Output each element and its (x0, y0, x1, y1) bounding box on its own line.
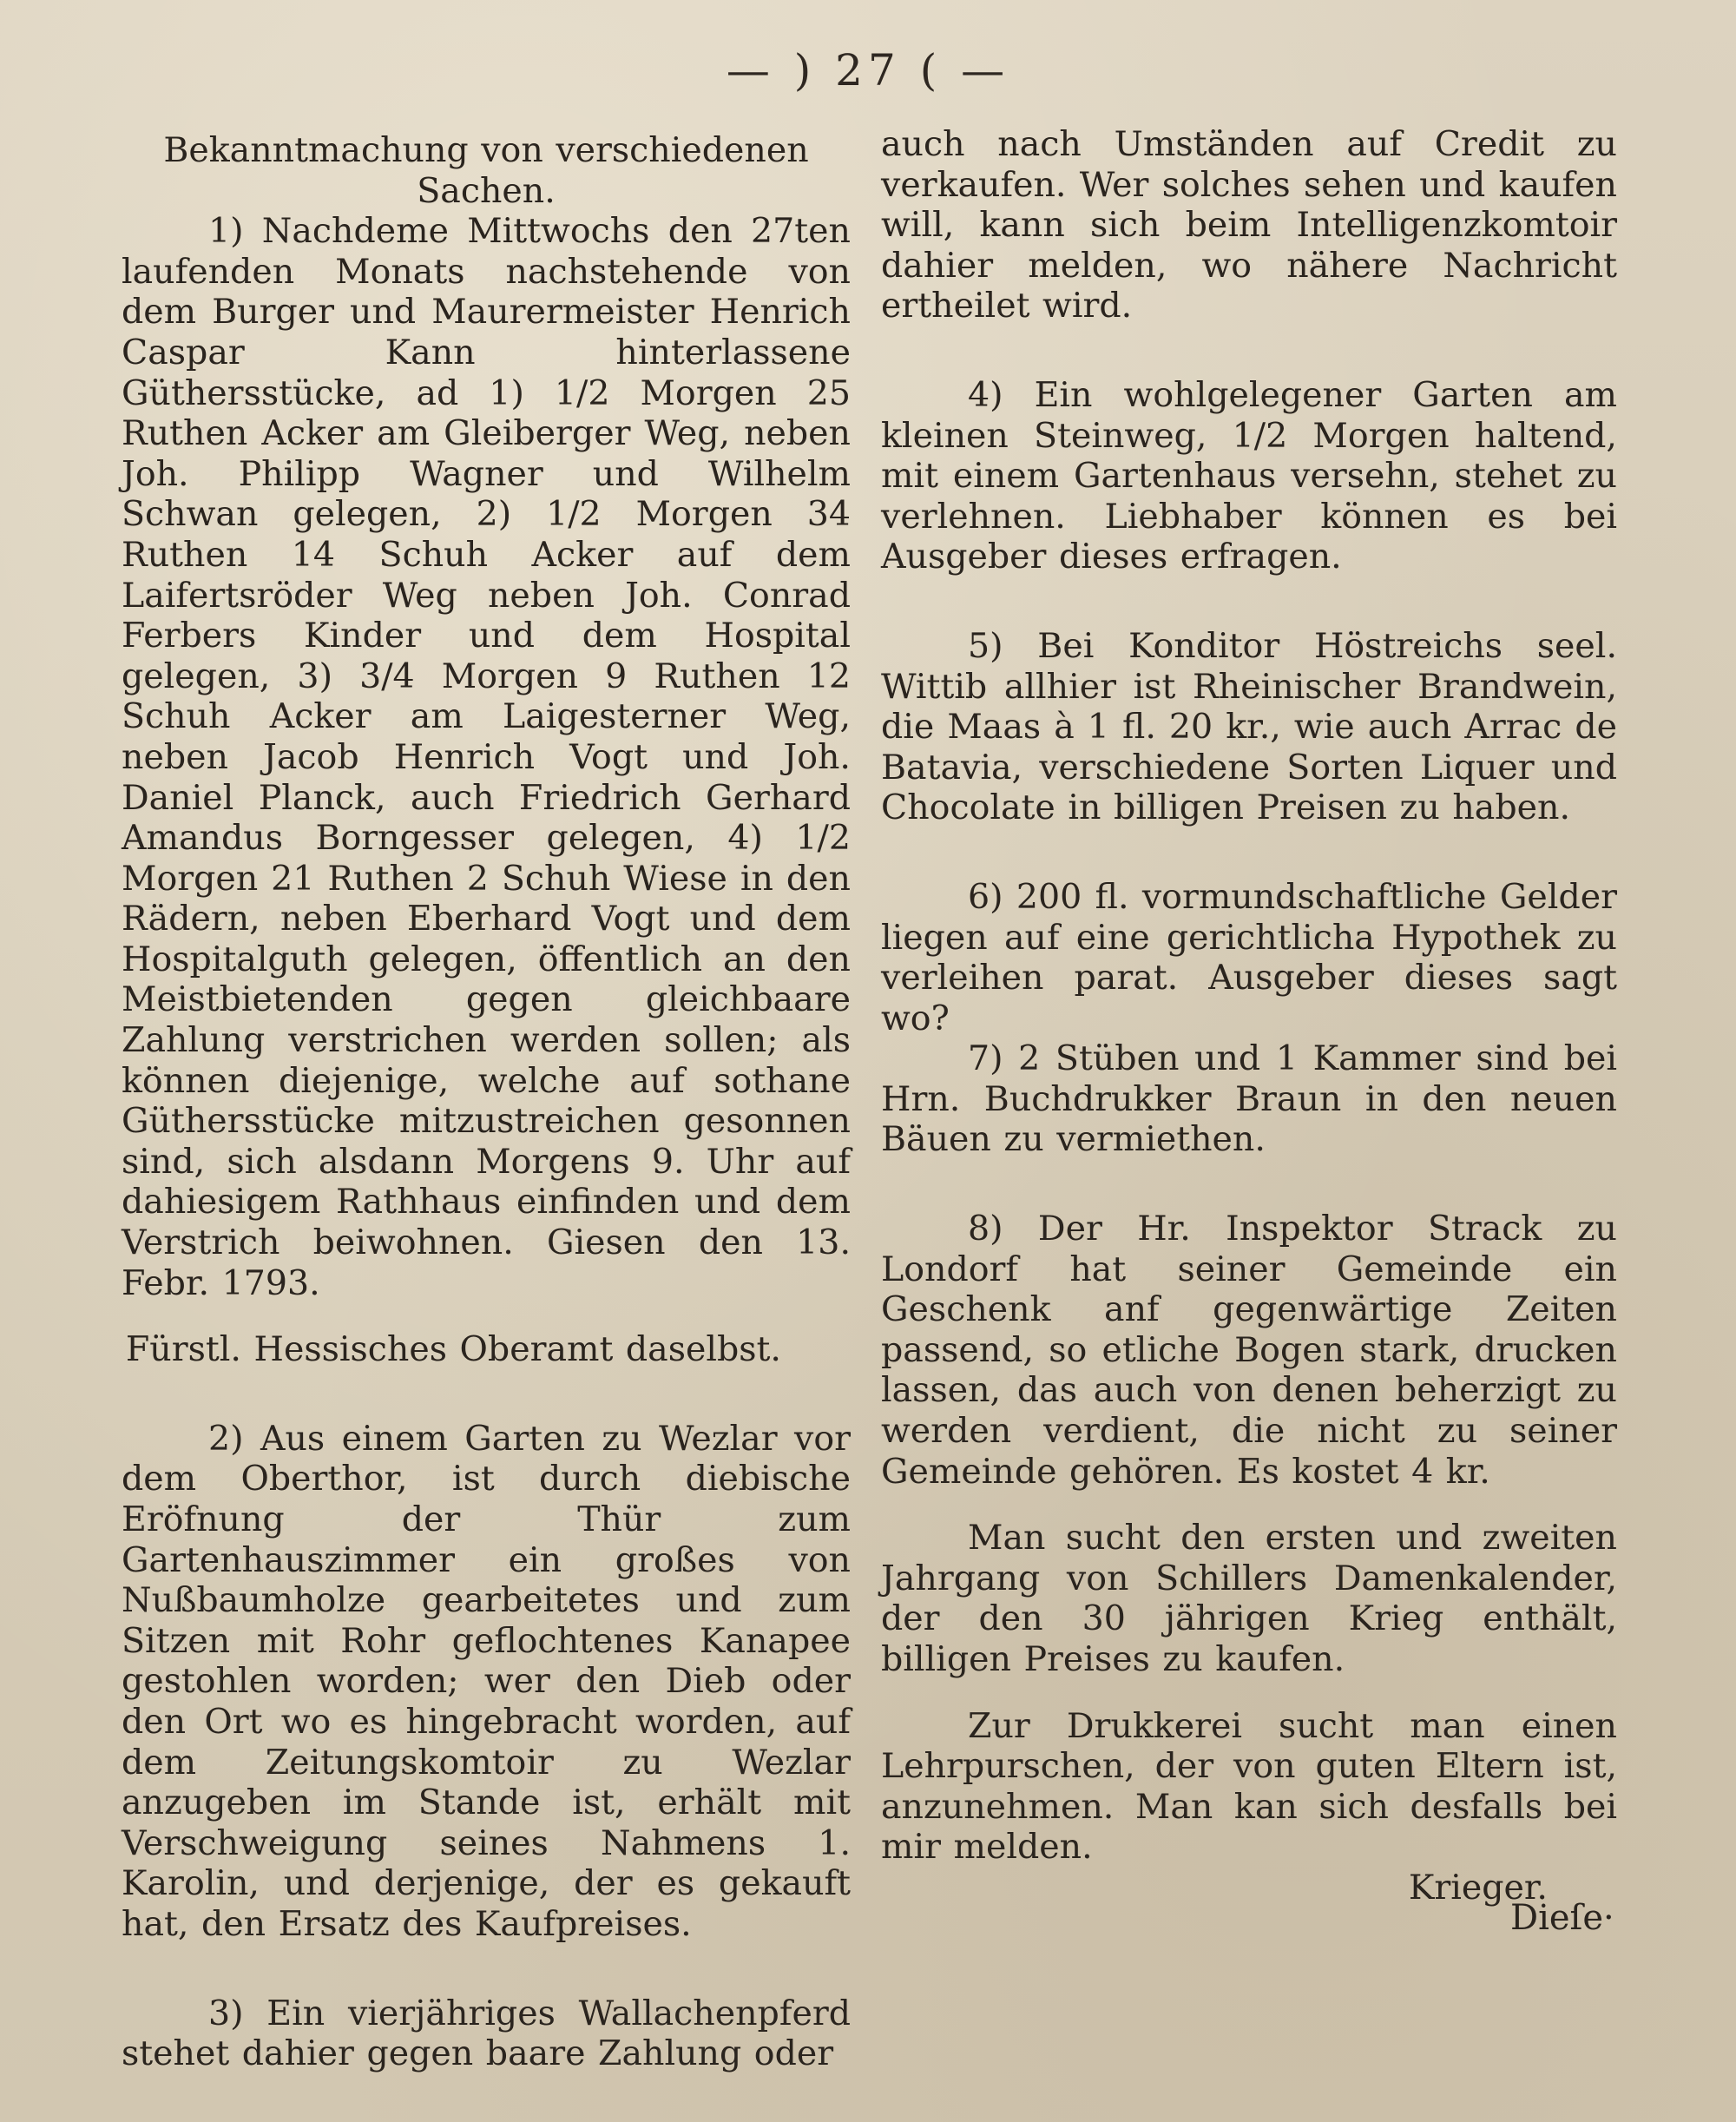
notice-5: 5) Bei Konditor Höstreichs seel. Wittib allhier ist Rheinischer Brandwein, die Maas à 1 fl. 20 kr., wie auch Arrac de Batavia, verschiedene Sorten Liquer und Chocolate in billigen Preisen zu haben. (881, 625, 1617, 828)
notice-3-start: 3) Ein vierjähriges Wallachenpferd stehet dahier gegen baare Zahlung oder (122, 1993, 851, 2074)
notice-7: 7) 2 Stüben und 1 Kammer sind bei Hrn. Buchdrukker Braun in den neuen Bäuen zu vermiethen. (881, 1038, 1617, 1160)
left-column (122, 130, 851, 2074)
notice-2: 2) Aus einem Garten zu Wezlar vor dem Oberthor, ist durch diebische Eröfnung der Thür zum Gartenhauszimmer ein großes von Nußbaumholze gearbeitetes und zum Sitzen mit Rohr geflochtenes Kanapee gestohlen worden; wer den Dieb oder den Ort wo es hingebracht worden, auf dem Zeitungskomtoir zu Wezlar anzugeben im Stande ist, erhält mit Verschweigung seines Nahmens 1. Karolin, und derjenige, der es gekauft hat, den Ersatz des Kaufpreises. (122, 1418, 851, 1944)
right-column (881, 124, 1617, 1908)
section-title-line2: Sachen. (417, 170, 556, 211)
notice-10: Zur Drukkerei sucht man einen Lehrpurschen, der von guten Eltern ist, anzunehmen. Man kan sich desfalls bei mir melden. (881, 1705, 1617, 1868)
notice-1: 1) Nachdeme Mittwochs den 27ten laufenden Monats nachstehende von dem Burger und Maurermeister Henrich Caspar Kann hinterlassene Güthersstücke, ad 1) 1/2 Morgen 25 Ruthen Acker am Gleiberger Weg, neben Joh. Philipp Wagner und Wilhelm Schwan gelegen, 2) 1/2 Morgen 34 Ruthen 14 Schuh Acker auf dem Laifertsröder Weg neben Joh. Conrad Ferbers Kinder und dem Hospital gelegen, 3) 3/4 Morgen 9 Ruthen 12 Schuh Acker am Laigesterner Weg, neben Jacob Henrich Vogt und Joh. Daniel Planck, auch Friedrich Gerhard Amandus Borngesser gelegen, 4) 1/2 Morgen 21 Ruthen 2 Schuh Wiese in den Rädern, neben Eberhard Vogt und dem Hospitalguth gelegen, öffentlich an den Meistbietenden gegen gleichbaare Zahlung verstrichen werden sollen; als können diejenige, welche auf sothane Güthersstücke mitzustreichen gesonnen sind, sich alsdann Morgens 9. Uhr auf dahiesigem Rathhaus einfinden und dem Verstrich beiwohnen. Giesen den 13. Febr. 1793. (122, 211, 851, 1303)
notice-3-continued: auch nach Umständen auf Credit zu verkaufen. Wer solches sehen und kaufen will, kann sich beim Intelligenzkomtoir dahier melden, wo nähere Nachricht ertheilet wird. (881, 124, 1617, 326)
notice-6: 6) 200 fl. vormundschaftliche Gelder liegen auf eine gerichtlicha Hypothek zu verleihen parat. Ausgeber dieses sagt wo? (881, 876, 1617, 1038)
section-title-line1: Bekanntmachung von verschiedenen (163, 130, 809, 170)
notice-1-signature: Fürstl. Hessisches Oberamt daselbst. (125, 1329, 781, 1370)
page-header: — ) 27 ( — (726, 45, 1010, 96)
notice-8: 8) Der Hr. Inspektor Strack zu Londorf hat seiner Gemeinde ein Geschenk anf gegenwärtige Zeiten passend, so etliche Bogen stark, drucken lassen, das auch von denen beherzigt zu werden verdient, die nicht zu seiner Gemeinde gehören. Es kostet 4 kr. (881, 1209, 1617, 1492)
notice-9: Man sucht den ersten und zweiten Jahrgang von Schillers Damenkalender, der den 30 jährigen Krieg enthält, billigen Preises zu kaufen. (881, 1518, 1617, 1679)
catchword: Dieſe· (1510, 1898, 1614, 1938)
notice-4: 4) Ein wohlgelegener Garten am kleinen Steinweg, 1/2 Morgen haltend, mit einem Gartenhaus versehn, stehet zu verlehnen. Liebhaber können es bei Ausgeber dieses erfragen. (881, 374, 1617, 577)
section-title (122, 130, 851, 211)
publisher-signature: Krieger. (1408, 1867, 1548, 1908)
